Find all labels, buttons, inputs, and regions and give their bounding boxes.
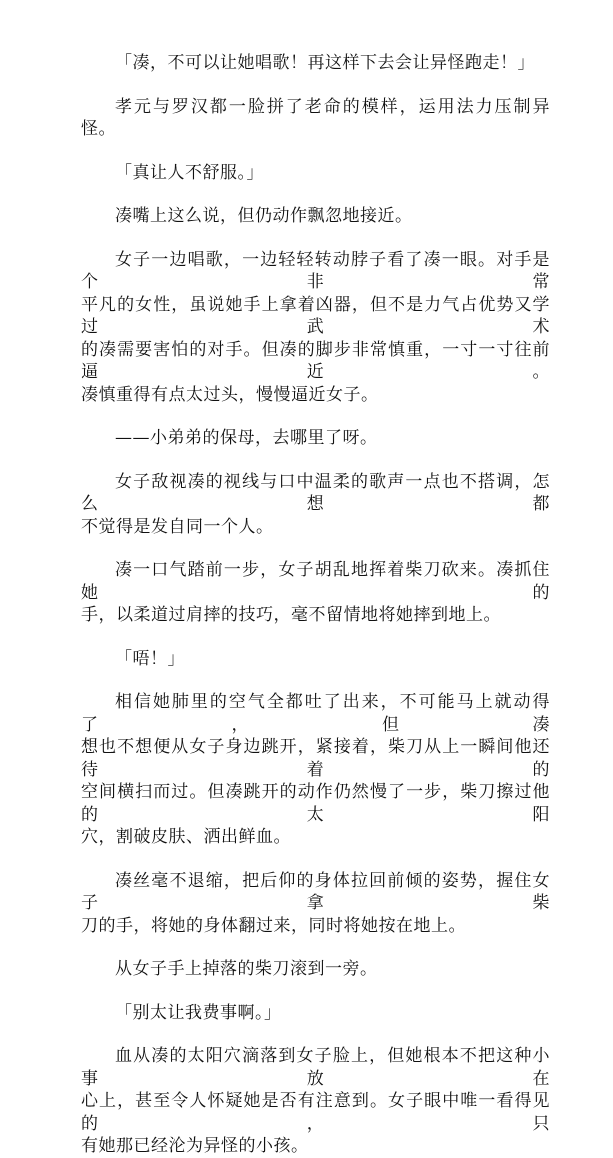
text-line: 「凑，不可以让她唱歌！再这样下去会让异怪跑走！」 [115,53,535,73]
text-line: ——小弟弟的保母，去哪里了呀。 [115,428,378,448]
text-line: 平凡的女性，虽说她手上拿着凶器，但不是力气占优势又学过武术 [81,294,550,337]
text-line: 凑慎重得有点太过头，慢慢逼近女子。 [81,384,379,405]
text-line: 「别太让我费事啊。」 [115,1002,282,1023]
paragraph [81,958,550,981]
text-line: 凑丝毫不退缩，把后仰的身体拉回前倾的姿势，握住女子拿柴 [81,870,550,913]
text-line: 血从凑的太阳穴滴落到女子脸上，但她根本不把这种小事放在 [81,1046,550,1089]
paragraph [81,249,550,407]
text-line: 「唔！」 [115,648,185,669]
paragraph [81,427,550,450]
paragraph [81,1045,550,1158]
text-line: 凑嘴上这么说，但仍动作飘忽地接近。 [115,206,413,226]
paragraph [81,162,550,185]
text-line: 想也不想便从女子身边跳开，紧接着，柴刀从上一瞬间他还待着的 [81,737,550,780]
text-line: 女子敌视凑的视线与口中温柔的歌声一点也不搭调，怎么想都 [81,471,550,514]
paragraph [81,205,550,228]
text-line: 不觉得是发自同一个人。 [81,516,274,537]
paragraph [81,559,550,627]
text-line: 女子一边唱歌，一边轻轻转动脖子看了凑一眼。对手是个非常 [81,249,550,292]
text-line: 刀的手，将她的身体翻过来，同时将她按在地上。 [81,915,466,936]
text-line: 手，以柔道过肩摔的技巧，毫不留情地将她摔到地上。 [81,605,501,625]
text-line: 空间横扫而过。但凑跳开的动作仍然慢了一步，柴刀擦过他的太阳 [81,782,550,825]
text-line: 相信她肺里的空气全都吐了出来，不可能马上就动得了，但凑 [81,692,550,735]
paragraph [81,1002,550,1025]
text-line: 「真让人不舒服。」 [115,162,264,183]
text-line: 有她那已经沦为异怪的小孩。 [81,1136,309,1156]
paragraph [81,471,550,539]
text-line: 心上，甚至令人怀疑她是否有注意到。女子眼中唯一看得见的，只 [81,1091,550,1134]
text-line: 从女子手上掉落的柴刀滚到一旁。 [115,959,378,979]
text-line: 凑一口气踏前一步，女子胡乱地挥着柴刀砍来。凑抓住她的 [81,560,550,603]
paragraph [81,52,550,75]
paragraph [81,870,550,938]
text-line: 穴，割破皮肤、洒出鲜血。 [81,827,291,847]
text-line: 的凑需要害怕的对手。但凑的脚步非常慎重，一寸一寸往前逼近。 [81,339,550,382]
paragraph [81,648,550,671]
paragraph [81,691,550,849]
text-line: 孝元与罗汉都一脸拼了老命的模样，运用法力压制异怪。 [81,96,550,139]
paragraph [81,96,550,141]
